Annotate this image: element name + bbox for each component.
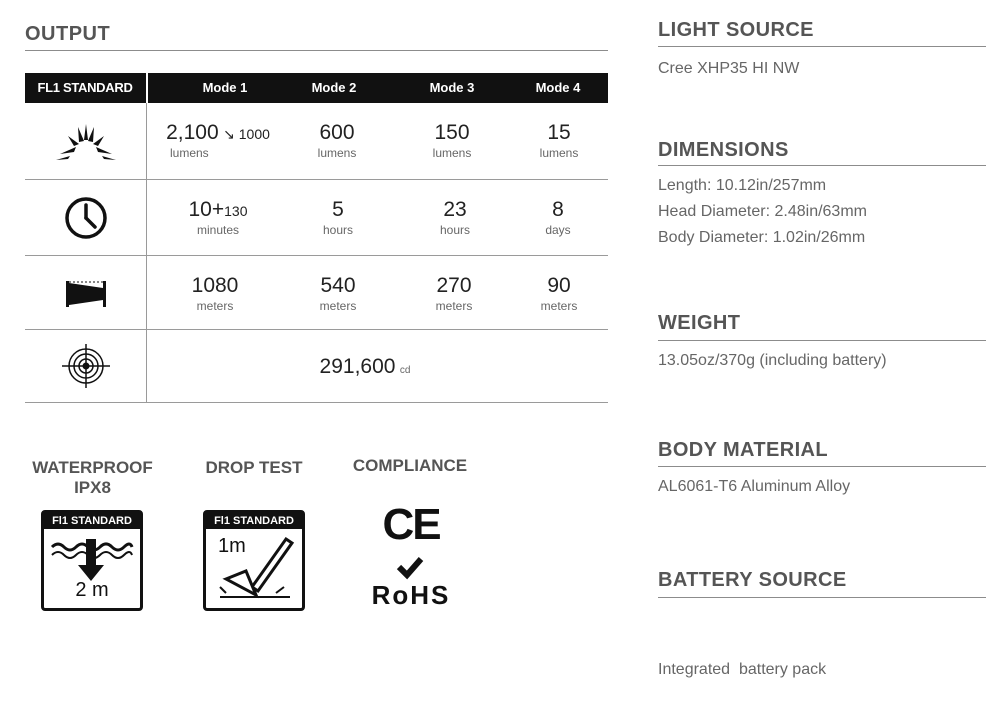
body-material-line: AL6061-T6 Aluminum Alloy: [658, 478, 851, 495]
mode-2-header: Mode 2: [311, 80, 357, 95]
compliance-title: COMPLIANCE: [352, 456, 468, 475]
intensity-value: 291,600: [319, 355, 396, 378]
light-source-rule: [658, 46, 986, 47]
mode-3-distance-value: 270: [436, 274, 472, 297]
mode-1-runtime-unit: minutes: [196, 223, 240, 237]
standard-header: FL1 STANDARD: [37, 80, 133, 95]
mode-2-distance-value: 540: [320, 274, 356, 297]
mode-4-runtime-unit: days: [545, 223, 571, 237]
body-material-title: BODY MATERIAL: [658, 439, 829, 461]
light-source-line: Cree XHP35 HI NW: [658, 60, 800, 77]
battery-source-line: Integrated battery pack: [658, 661, 827, 678]
table-vertical-divider: [146, 103, 147, 403]
battery-source-rule: [658, 597, 986, 598]
dimension-length: Length: 10.12in/257mm: [658, 177, 827, 194]
mode-1-lumens-unit: lumens: [170, 146, 209, 160]
mode-3-distance: [399, 274, 509, 313]
drop-height: 1m: [218, 535, 246, 557]
mode-1-lumens-value: 2,100: [166, 121, 219, 144]
mode-4-lumens: [504, 121, 614, 160]
intensity-value-group: [290, 355, 440, 379]
mode-3-distance-unit: meters: [435, 299, 473, 313]
dimensions-title: DIMENSIONS: [658, 139, 789, 161]
brightness-icon: [54, 122, 118, 162]
mode-2-distance: [283, 274, 393, 313]
drop-test-badge: [203, 510, 305, 611]
mode-4-runtime-value: 8: [552, 198, 564, 221]
mode-1-lumens-step: ↘ 1000: [223, 126, 270, 142]
dimensions-values: [658, 173, 867, 251]
output-table-header: [25, 73, 608, 103]
mode-3-lumens-unit: lumens: [432, 146, 472, 160]
mode-2-runtime-value: 5: [332, 198, 344, 221]
mode-3-lumens: [397, 121, 507, 160]
ce-mark: CE: [382, 500, 440, 549]
header-separator: [146, 73, 148, 103]
mode-4-lumens-value: 15: [547, 121, 571, 144]
mode-3-runtime-unit: hours: [439, 223, 471, 237]
dimension-body-diameter: Body Diameter: 1.02in/26mm: [658, 229, 866, 246]
light-source-title: LIGHT SOURCE: [658, 19, 814, 41]
mode-1-distance-unit: meters: [196, 299, 234, 313]
waterproof-depth: 2 m: [75, 579, 109, 601]
drop-test-title: DROP TEST: [205, 458, 303, 477]
clock-icon: [64, 196, 108, 240]
battery-source-title: BATTERY SOURCE: [658, 569, 847, 591]
output-title: OUTPUT: [25, 23, 111, 45]
row-divider: [25, 179, 608, 180]
mode-1-runtime: [163, 198, 273, 237]
dimension-head-diameter: Head Diameter: 2.48in/63mm: [658, 203, 867, 220]
drop-arrow-icon: [216, 535, 296, 603]
waterproof-badge: [41, 510, 143, 611]
mode-3-lumens-value: 150: [434, 121, 470, 144]
output-title-rule: [25, 50, 608, 51]
waterproof-title: [20, 458, 165, 498]
drop-test-badge-bar: Fl1 STANDARD: [206, 513, 302, 529]
mode-2-runtime: [283, 198, 393, 237]
body-material-value: [658, 474, 850, 500]
mode-1-distance-value: 1080: [191, 274, 239, 297]
mode-3-runtime-value: 23: [443, 198, 467, 221]
mode-4-runtime: [503, 198, 613, 237]
waterproof-badge-bar: Fl1 STANDARD: [44, 513, 140, 529]
mode-1-lumens: [158, 121, 278, 160]
mode-2-lumens: [282, 121, 392, 160]
weight-title: WEIGHT: [658, 312, 741, 334]
water-depth-icon: [48, 533, 136, 583]
row-divider: [25, 402, 608, 403]
mode-2-runtime-unit: hours: [322, 223, 354, 237]
waterproof-title-line2: IPX8: [74, 478, 111, 497]
mode-1-runtime-extra: 130: [224, 203, 248, 219]
mode-4-distance: [504, 274, 614, 313]
weight-line: 13.05oz/370g (including battery): [658, 352, 887, 369]
mode-1-distance: [160, 274, 270, 313]
rohs-mark: RoHS: [371, 580, 451, 610]
body-material-rule: [658, 466, 986, 467]
weight-value: [658, 348, 887, 374]
mode-3-header: Mode 3: [429, 80, 475, 95]
mode-3-runtime: [400, 198, 510, 237]
light-source-value: [658, 56, 799, 82]
mode-2-lumens-value: 600: [319, 121, 355, 144]
row-divider: [25, 255, 608, 256]
mode-1-runtime-value: 10+: [188, 198, 225, 221]
intensity-unit: cd: [399, 365, 411, 376]
waterproof-title-line1: WATERPROOF: [32, 458, 153, 477]
mode-4-distance-unit: meters: [540, 299, 578, 313]
weight-rule: [658, 340, 986, 341]
mode-4-header: Mode 4: [535, 80, 581, 95]
row-divider: [25, 329, 608, 330]
dimensions-rule: [658, 165, 986, 166]
mode-1-header: Mode 1: [202, 80, 248, 95]
mode-4-lumens-unit: lumens: [539, 146, 579, 160]
mode-2-distance-unit: meters: [319, 299, 357, 313]
check-icon: [396, 556, 424, 580]
beam-distance-icon: [64, 278, 108, 310]
target-icon: [62, 344, 110, 388]
mode-4-distance-value: 90: [547, 274, 571, 297]
battery-source-value: [658, 605, 826, 709]
mode-2-lumens-unit: lumens: [317, 146, 357, 160]
